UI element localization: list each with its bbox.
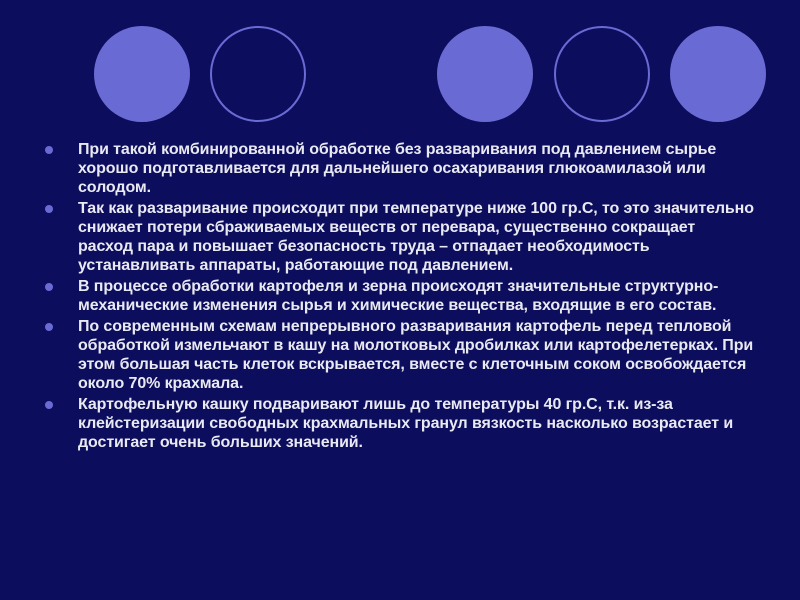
bullet-item xyxy=(44,317,754,393)
bullet-dot-icon xyxy=(45,283,53,291)
bullet-item xyxy=(44,199,754,275)
decor-circle-filled-3 xyxy=(670,26,766,122)
bullet-list xyxy=(44,140,754,454)
bullet-text: Так как разваривание происходит при температуре ниже 100 гр.С, то это значительно снижает потери сбраживаемых веществ от переварa, существенно сокращает расход пара и повышает безопасность труда – отпадает необходимость устанавливать аппараты, работающие под давлением. xyxy=(78,200,754,274)
bullet-item xyxy=(44,277,754,315)
bullet-dot-icon xyxy=(45,323,53,331)
bullet-dot-icon xyxy=(45,146,53,154)
bullet-item xyxy=(44,395,754,452)
decor-circle-filled-2 xyxy=(437,26,533,122)
decor-circle-outline-1 xyxy=(210,26,306,122)
bullet-item xyxy=(44,140,754,197)
bullet-text: При такой комбинированной обработке без разваривания под давлением сырье хорошо подготавливается для дальнейшего осахаривания глюкоамилазой или солодом. xyxy=(78,141,717,196)
bullet-text: В процессе обработки картофеля и зерна происходят значительные структурно-механические изменения сырья и химические вещества, входящие в его состав. xyxy=(78,278,719,314)
bullet-dot-icon xyxy=(45,401,53,409)
decor-circle-filled-1 xyxy=(94,26,190,122)
bullet-text: Картофельную кашку подваривают лишь до температуры 40 гр.С, т.к. из-за клейстеризации свободных крахмальных гранул вязкость насколько возрастает и достигает очень больших значений. xyxy=(78,396,734,451)
bullet-dot-icon xyxy=(45,205,53,213)
bullet-text: По современным схемам непрерывного разваривания картофель перед тепловой обработкой измельчают в кашу на молотковых дробилках или картофелетерках. При этом большая часть клеток вскрывается, вместе с клеточным соком освобождается около 70% крахмала. xyxy=(78,318,754,392)
decor-circle-outline-2 xyxy=(554,26,650,122)
